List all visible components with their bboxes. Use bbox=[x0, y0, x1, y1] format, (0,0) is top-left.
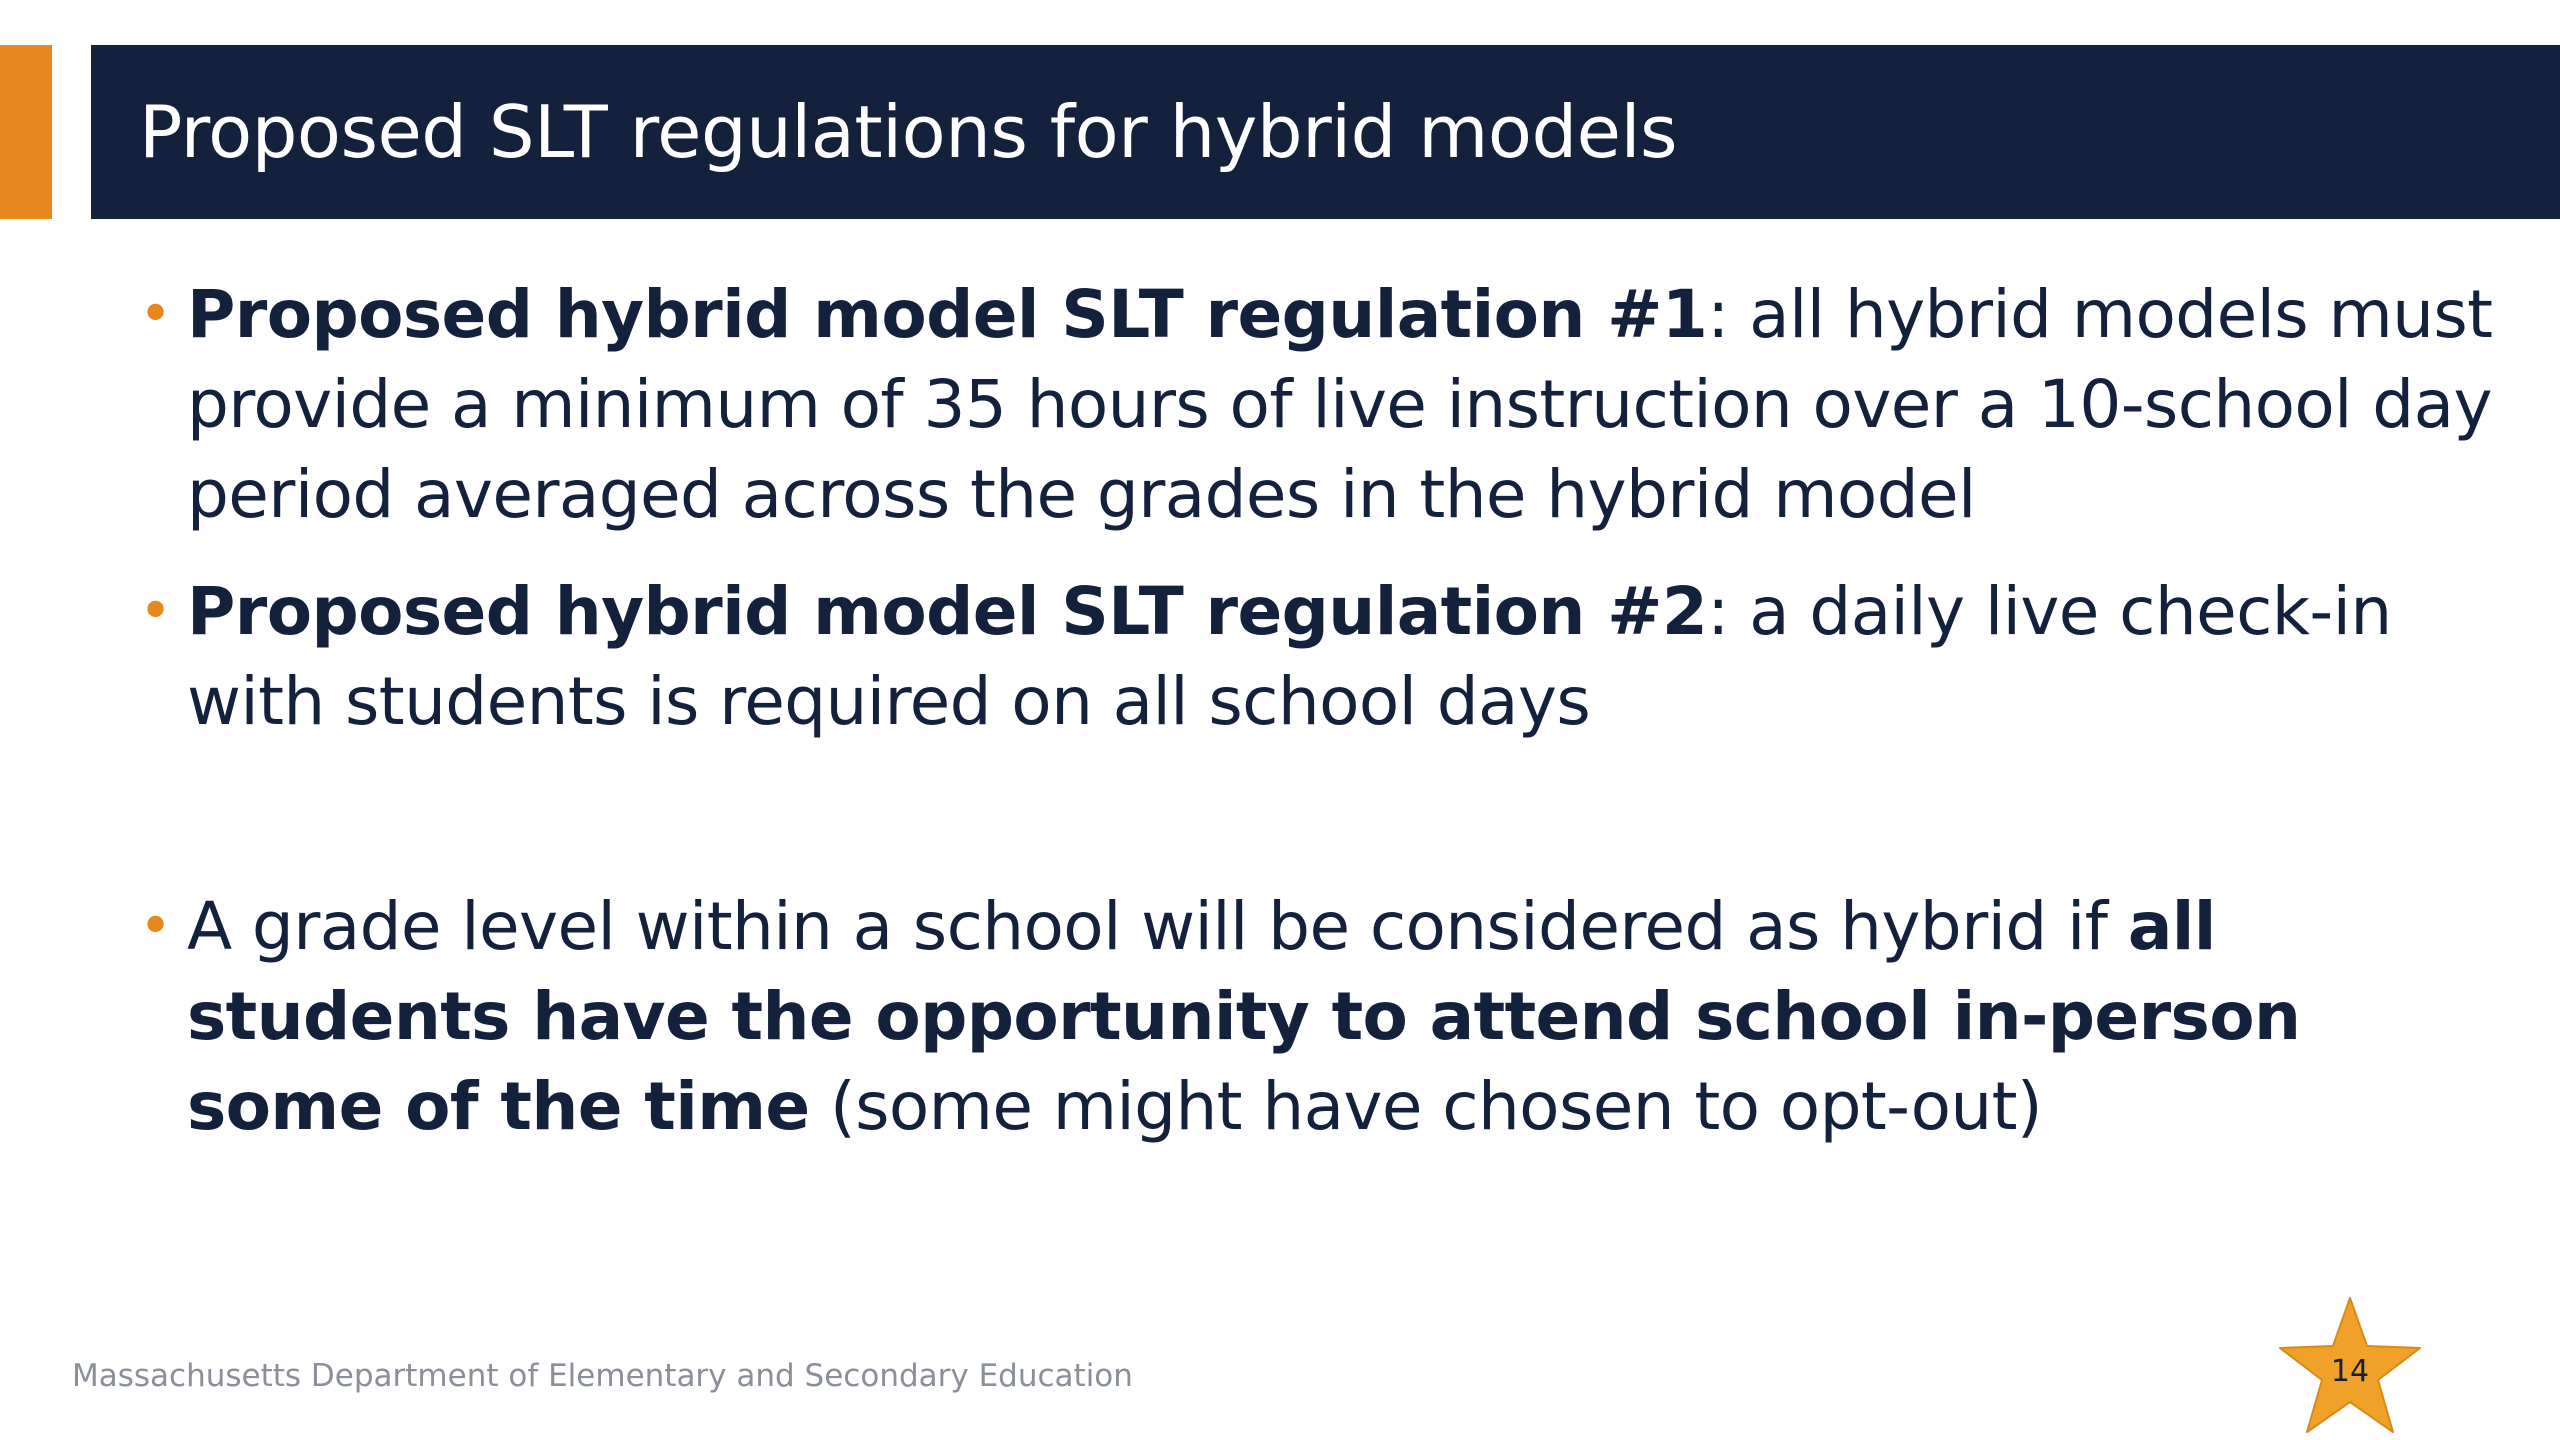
bullet-text: : a daily live check-in with students is required on all school days bbox=[187, 573, 2392, 740]
page-number: 14 bbox=[2330, 1354, 2370, 1389]
bullet-text: A grade level within a school will be considered as hybrid if bbox=[187, 888, 2128, 965]
bullet-list bbox=[135, 270, 2495, 1152]
bullet-item bbox=[135, 567, 2495, 747]
footer-organization: Massachusetts Department of Elementary and Secondary Education bbox=[72, 1358, 1133, 1394]
bullet-bold-emphasis: all students have the opportunity to attend school in-person some of the time bbox=[187, 888, 2301, 1145]
bullet-text: : all hybrid models must provide a minimum of 35 hours of live instruction over a 10-school day period averaged across the grades in the hybrid model bbox=[187, 276, 2493, 533]
bullet-dot-icon: • bbox=[139, 282, 172, 347]
slide-title: Proposed SLT regulations for hybrid models bbox=[139, 90, 1677, 174]
title-bar bbox=[91, 45, 2560, 219]
title-accent-bar bbox=[0, 45, 52, 219]
bullet-bold-lead: Proposed hybrid model SLT regulation #1 bbox=[187, 276, 1708, 353]
bullet-item bbox=[135, 882, 2495, 1152]
bullet-text: (some might have chosen to opt-out) bbox=[809, 1068, 2043, 1145]
bullet-item bbox=[135, 270, 2495, 540]
bullet-dot-icon: • bbox=[139, 894, 172, 959]
bullet-bold-lead: Proposed hybrid model SLT regulation #2 bbox=[187, 573, 1708, 650]
bullet-dot-icon: • bbox=[139, 579, 172, 644]
